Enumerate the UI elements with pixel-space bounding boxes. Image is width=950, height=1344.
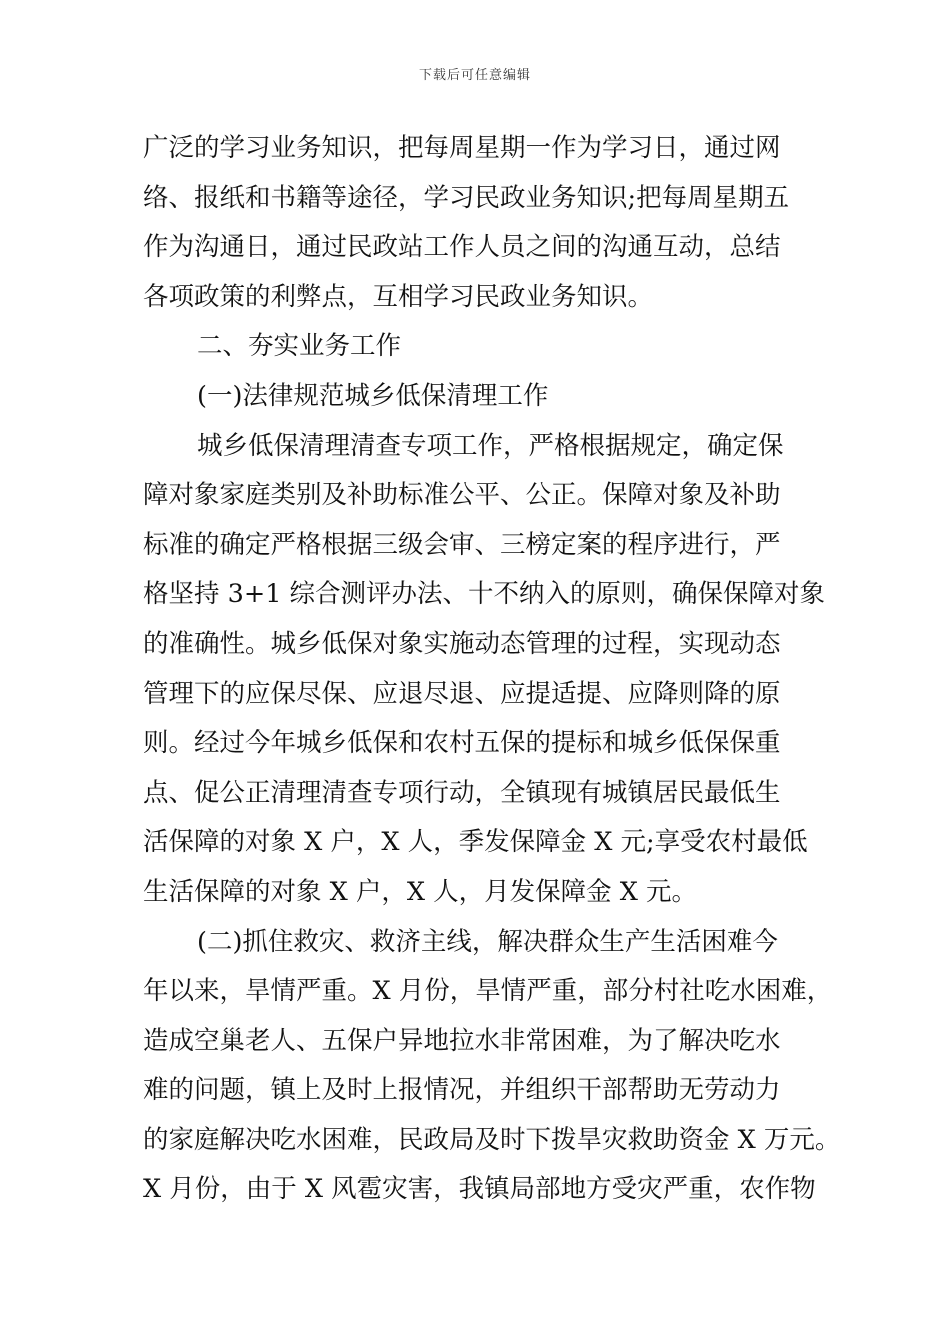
text-line: 作为沟通日，通过民政站工作人员之间的沟通互动，总结 (143, 232, 781, 263)
text-line: 则。经过今年城乡低保和农村五保的提标和城乡低保保重 (143, 728, 781, 759)
text-line: 生活保障的对象 X 户，X 人，月发保障金 X 元。 (143, 876, 697, 907)
text-line: 格坚持 3+1 综合测评办法、十不纳入的原则，确保保障对象 (143, 579, 826, 610)
text-line: 广泛的学习业务知识，把每周星期一作为学习日，通过网 (143, 133, 781, 163)
text-line: (二)抓住救灾、救济主线，解决群众生产生活困难今 (197, 926, 778, 957)
text-line: 标准的确定严格根据三级会审、三榜定案的程序进行，严 (143, 529, 781, 560)
text-line: 管理下的应保尽保、应退尽退、应提适提、应降则降的原 (143, 678, 781, 709)
text-line: 活保障的对象 X 户，X 人，季发保障金 X 元;享受农村最低 (143, 827, 808, 858)
text-line: 年以来，旱情严重。X 月份，旱情严重，部分村社吃水困难， (143, 976, 833, 1007)
text-line: 络、报纸和书籍等途径，学习民政业务知识;把每周星期五 (143, 182, 790, 213)
text-line: X 月份，由于 X 风雹灾害，我镇局部地方受灾严重，农作物 (143, 1174, 816, 1205)
page-header: 下载后可任意编辑 (418, 68, 531, 83)
subsection-heading: (一)法律规范城乡低保清理工作 (197, 380, 549, 411)
text-line: 点、促公正清理清查专项行动，全镇现有城镇居民最低生 (143, 777, 781, 808)
text-line: 的家庭解决吃水困难，民政局及时下拨旱灾救助资金 X 万元。 (143, 1124, 841, 1155)
document-body (143, 124, 841, 1215)
text-line: 的准确性。城乡低保对象实施动态管理的过程，实现动态 (143, 628, 781, 659)
text-line: 各项政策的利弊点，互相学习民政业务知识。 (143, 281, 654, 312)
text-line: 障对象家庭类别及补助标准公平、公正。保障对象及补助 (143, 480, 781, 511)
text-line: 造成空巢老人、五保户异地拉水非常困难，为了解决吃水 (143, 1025, 781, 1056)
section-heading: 二、夯实业务工作 (197, 331, 402, 362)
text-line: 城乡低保清理清查专项工作，严格根据规定，确定保 (197, 430, 784, 461)
text-line: 难的问题，镇上及时上报情况，并组织干部帮助无劳动力 (143, 1075, 781, 1106)
